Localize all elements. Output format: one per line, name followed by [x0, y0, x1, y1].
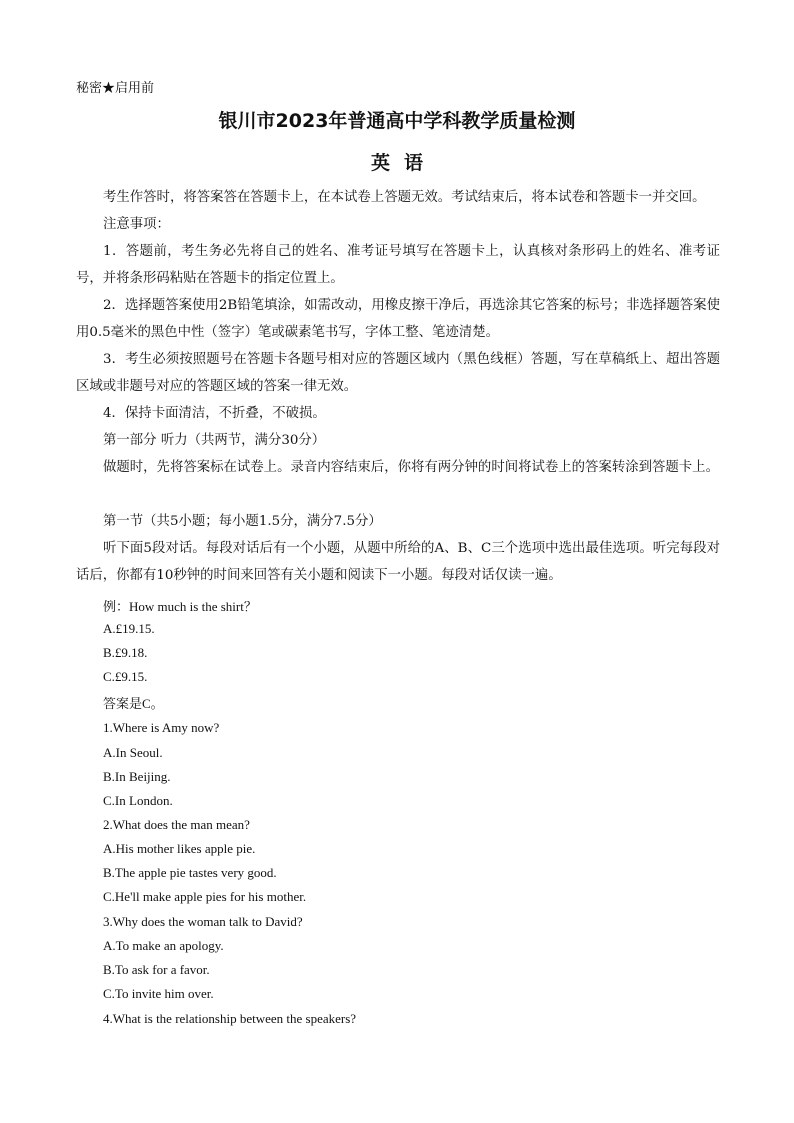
question-3: 3.Why does the woman talk to David?: [103, 914, 303, 929]
question-2: 2.What does the man mean?: [103, 817, 250, 832]
example-option-a: A.£19.15.: [103, 621, 155, 636]
example-question: 例：How much is the shirt？: [103, 599, 257, 614]
intro-paragraph: 考生作答时，将答案答在答题卡上，在本试卷上答题无效。考试结束后，将本试卷和答题卡一并交回。: [103, 190, 706, 205]
question-1-option-a: A.In Seoul.: [103, 745, 163, 760]
note-4: 4．保持卡面清洁，不折叠，不破损。: [103, 406, 326, 421]
question-3-option-c: C.To invite him over.: [103, 986, 214, 1001]
confidential-label: 秘密★启用前: [76, 81, 155, 96]
note-3: 3．考生必须按照题号在答题卡各题号相对应的答题区域内（黑色线框）答题，写在草稿纸上、超出答题区域或非题号对应的答题区域的答案一律无效。: [76, 352, 720, 394]
section1-heading: 第一节（共5小题；每小题1.5分，满分7.5分）: [103, 514, 382, 529]
example-answer: 答案是C。: [103, 696, 164, 711]
question-1: 1.Where is Amy now?: [103, 720, 220, 735]
question-2-option-c: C.He'll make apple pies for his mother.: [103, 889, 307, 904]
notes-heading: 注意事项：: [103, 217, 170, 232]
question-2-option-b: B.The apple pie tastes very good.: [103, 865, 277, 880]
note-2: 2．选择题答案使用2B铅笔填涂，如需改动，用橡皮擦干净后，再选涂其它答案的标号；非选择题答案使用0.5毫米的黑色中性（签字）笔或碳素笔书写，字体工整、笔迹清楚。: [76, 298, 720, 340]
example-option-b: B.£9.18.: [103, 645, 148, 660]
question-2-option-a: A.His mother likes apple pie.: [103, 841, 256, 856]
note-1: 1．答题前，考生务必先将自己的姓名、准考证号填写在答题卡上，认真核对条形码上的姓名、准考证号，并将条形码粘贴在答题卡的指定位置上。: [76, 244, 720, 286]
question-3-option-a: A.To make an apology.: [103, 938, 224, 953]
part1-intro: 做题时，先将答案标在试卷上。录音内容结束后，你将有两分钟的时间将试卷上的答案转涂到答题卡上。: [103, 460, 719, 475]
question-1-option-b: B.In Beijing.: [103, 769, 171, 784]
subject-title: 英语: [370, 152, 437, 174]
question-1-option-c: C.In London.: [103, 793, 173, 808]
question-3-option-b: B.To ask for a favor.: [103, 962, 210, 977]
question-4: 4.What is the relationship between the speakers?: [103, 1011, 357, 1026]
exam-title: 银川市2023年普通高中学科教学质量检测: [218, 110, 576, 132]
example-option-c: C.£9.15.: [103, 669, 148, 684]
section1-intro: 听下面5段对话。每段对话后有一个小题，从题中所给的A、B、C三个选项中选出最佳选项。听完每段对话后，你都有10秒钟的时间来回答有关小题和阅读下一小题。每段对话仅读一遍。: [76, 541, 720, 583]
part1-heading: 第一部分 听力（共两节，满分30分）: [103, 433, 326, 448]
